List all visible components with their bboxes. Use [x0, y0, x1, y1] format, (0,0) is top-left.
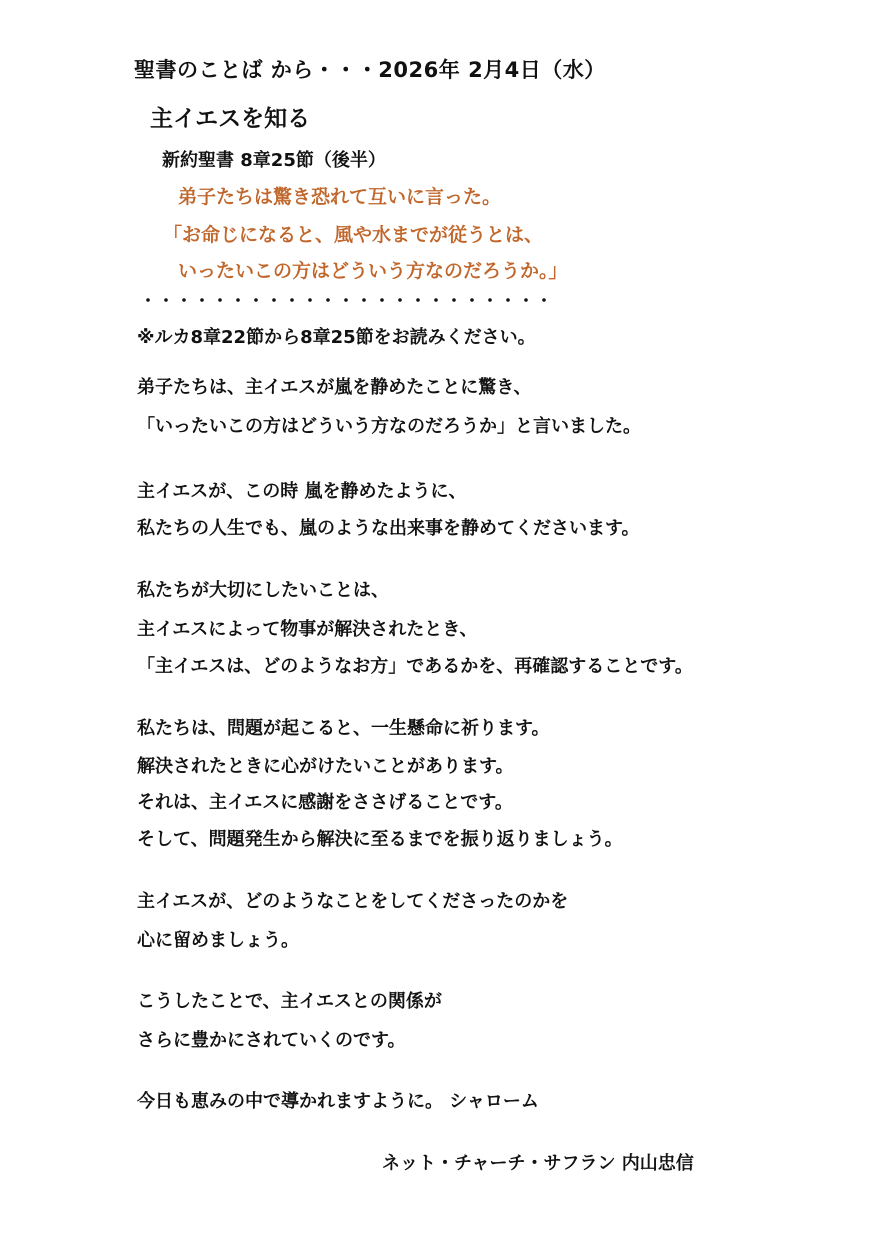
- body-line: 主イエスによって物事が解決されたとき、: [137, 619, 478, 640]
- body-line: さらに豊かにされていくのです。: [137, 1030, 406, 1051]
- body-line: 「主イエスは、どのようなお方」であるかを、再確認することです。: [137, 656, 693, 677]
- body-line: 私たちの人生でも、嵐のような出来事を静めてくださいます。: [137, 518, 640, 539]
- reading-instruction: ※ルカ8章22節から8章25節をお読みください。: [137, 327, 536, 348]
- signature: ネット・チャーチ・サフラン 内山忠信: [382, 1153, 694, 1174]
- body-line: 主イエスが、どのようなことをしてくださったのかを: [137, 891, 569, 912]
- body-line: それは、主イエスに感謝をささげることです。: [137, 792, 513, 813]
- page-subtitle: 主イエスを知る: [150, 106, 311, 132]
- verse-line: 弟子たちは驚き恐れて互いに言った。: [178, 186, 502, 208]
- body-line: 主イエスが、この時 嵐を静めたように、: [137, 481, 467, 502]
- header-title: 聖書のことば から・・・2026年 2月4日（水）: [134, 58, 606, 82]
- scripture-reference: 新約聖書 8章25節（後半）: [162, 150, 386, 171]
- body-line: そして、問題発生から解決に至るまでを振り返りましょう。: [137, 829, 623, 850]
- body-line: 「いったいこの方はどういう方なのだろうか」と言いました。: [137, 416, 641, 437]
- body-line: 弟子たちは、主イエスが嵐を静めたことに驚き、: [137, 377, 532, 398]
- body-line: 解決されたときに心がけたいことがあります。: [137, 756, 514, 777]
- verse-line: いったいこの方はどういう方なのだろうか。」: [178, 260, 568, 282]
- closing-line: 今日も恵みの中で導かれますように。 シャローム: [137, 1091, 539, 1112]
- body-line: 心に留めましょう。: [137, 930, 299, 951]
- dotted-divider: ・・・・・・・・・・・・・・・・・・・・・・・: [140, 291, 555, 310]
- body-line: こうしたことで、主イエスとの関係が: [137, 991, 442, 1012]
- body-line: 私たちが大切にしたいことは、: [137, 580, 389, 601]
- verse-line: 「お命じになると、風や水までが従うとは、: [163, 224, 544, 246]
- body-line: 私たちは、問題が起こると、一生懸命に祈ります。: [137, 718, 550, 739]
